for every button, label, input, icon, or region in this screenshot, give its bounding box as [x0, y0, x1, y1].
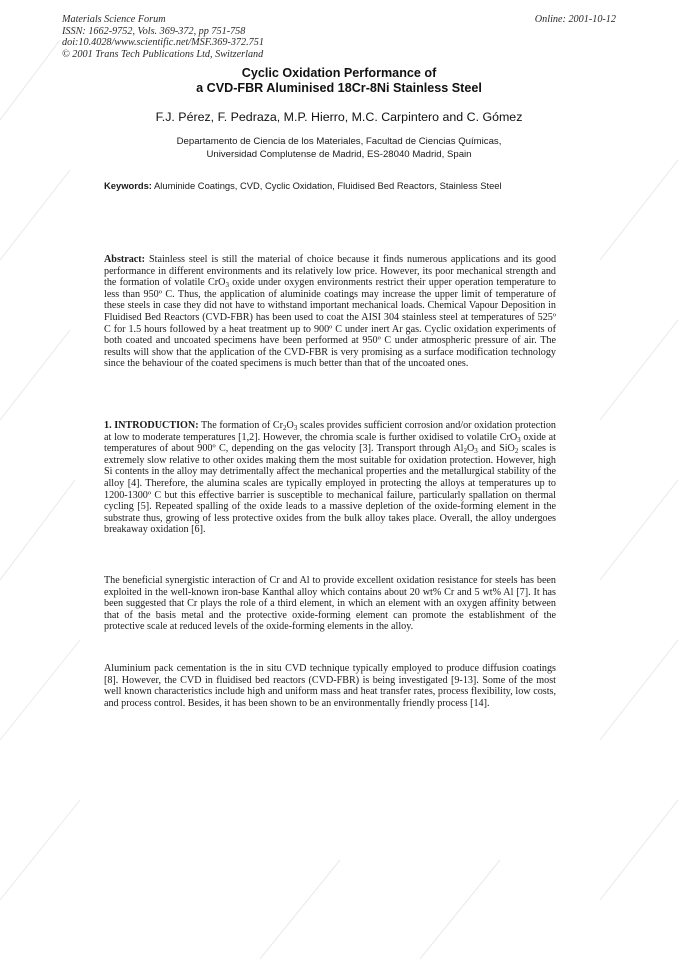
abstract-label: Abstract: — [104, 254, 146, 265]
abstract-text-1: Stainless steel is still the material of choice because it finds numerous applications and its good performance in different environments and its relatively low price. However, its poor mechanical strength and the formation of volatile CrO — [104, 254, 557, 289]
affiliation-line-2: Universidad Complutense de Madrid, ES-28040 Madrid, Spain — [206, 148, 472, 160]
subscript: 3 — [517, 435, 521, 444]
keywords-label: Keywords: — [104, 180, 152, 191]
paper-title — [0, 66, 678, 96]
issn-line: ISSN: 1662-9752, Vols. 369-372, pp 751-758 — [62, 25, 246, 37]
intro-text-5: O — [466, 443, 475, 455]
abstract-text-2: oxide under oxygen environments restrict their upper operation temperature to less than 950º C. Thus, the application of aluminide coatings may increase the upper limit of temperature of these steels in case they did not have to withstand important mechanical loads. Chemical Vapour Deposition in Fluidised Bed Reactors (CVD-FBR) has been used to coat the AISI 304 stainless steel at temperatures of 525º C for 1.5 hours followed by a heat treatment up to 900º C under inert Ar gas. Cyclic oxidation experiments of both coated and uncoated specimens have been performed at 950º C under atmospheric pressure of air. The results will show that the application of the CVD-FBR is very promising as a surface modification technology since the behaviour of the coated specimens is much better than that of the uncoated ones. — [104, 277, 556, 370]
body-paragraph-pack-cementation: Aluminium pack cementation is the in situ CVD technique typically employed to produce diffusion coatings [8]. However, the CVD in fluidised bed reactors (CVD-FBR) is being investigated [9-13]. Some of the most well known characteristics include high and uniform mass and heat transfer rates, process flexibility, low costs, and process control. Besides, it has been shown to be an environmentally friendly process [14]. — [104, 663, 556, 709]
intro-text-6: and SiO — [477, 443, 515, 455]
intro-text-2: O — [286, 420, 294, 431]
subscript: 3 — [474, 447, 478, 456]
introduction-heading: 1. INTRODUCTION: — [104, 420, 199, 431]
title-line-1: Cyclic Oxidation Performance of — [241, 66, 437, 80]
body-paragraph-kanthal: The beneficial synergistic interaction of Cr and Al to provide excellent oxidation resistance for steels has been exploited in the well-known iron-base Kanthal alloy which contains about 20 wt% Cr and 5 wt% Al [7]. It has been suggested that Cr plays the role of a third element, in which an element with an oxygen affinity between that of the basis metal and the protective oxide-forming element can promote the establishment of the protective scale at reduced levels of the oxide-forming elements in the alloy. — [104, 575, 556, 633]
subscript: 2 — [514, 447, 519, 456]
doi-line: doi:10.4028/www.scientific.net/MSF.369-372.751 — [62, 37, 264, 49]
journal-name: Materials Science Forum — [62, 14, 166, 25]
keywords — [104, 180, 502, 192]
subscript: 3 — [225, 281, 229, 290]
affiliation — [0, 136, 678, 161]
intro-text-7: scales is extremely slow relative to other oxides making them the most suitable for oxidation protection. However, high Si contents in the alloy may detrimentally affect the mechanical properties and the metallurgical stability of the alloy [4]. Therefore, the alumina scales are typically employed in protecting the alloys at temperatures up to 1200-1300º C but this effective barrier is susceptible to mechanical failure, particularly spallation on thermal cycling [5]. Repeated spalling of the oxide leads to a massive depletion of the oxide-forming element in the substrate thus, growing of less protective oxides from the bulk alloy takes place. Overall, the alloy undergoes breakaway oxidation [6]. — [104, 443, 556, 536]
subscript: 2 — [283, 424, 287, 432]
intro-text-1: The formation of Cr — [201, 420, 284, 431]
subscript: 2 — [463, 447, 467, 456]
author-list: F.J. Pérez, F. Pedraza, M.P. Hierro, M.C. Carpintero and C. Gómez — [155, 110, 523, 124]
affiliation-line-1: Departamento de Ciencia de los Materiales, Facultad de Ciencias Químicas, — [176, 136, 502, 147]
online-date: Online: 2001-10-12 — [534, 14, 616, 25]
title-line-2: a CVD-FBR Aluminised 18Cr-8Ni Stainless Steel — [196, 81, 482, 95]
keywords-text: Aluminide Coatings, CVD, Cyclic Oxidation, Fluidised Bed Reactors, Stainless Steel — [154, 180, 502, 191]
copyright-line: © 2001 Trans Tech Publications Ltd, Switzerland — [62, 48, 264, 60]
journal-header — [62, 14, 264, 60]
abstract — [104, 254, 556, 370]
introduction-paragraph — [104, 420, 556, 536]
intro-text-3: scales provides sufficient corrosion and/or oxidation protection at low to moderate temperatures [1,2]. However, the chromia scale is further oxidised to volatile CrO — [104, 420, 556, 443]
intro-text-4: oxide at temperatures of about 900º C, depending on the gas velocity [3]. Transport through Al — [104, 431, 556, 455]
subscript: 3 — [293, 424, 298, 432]
